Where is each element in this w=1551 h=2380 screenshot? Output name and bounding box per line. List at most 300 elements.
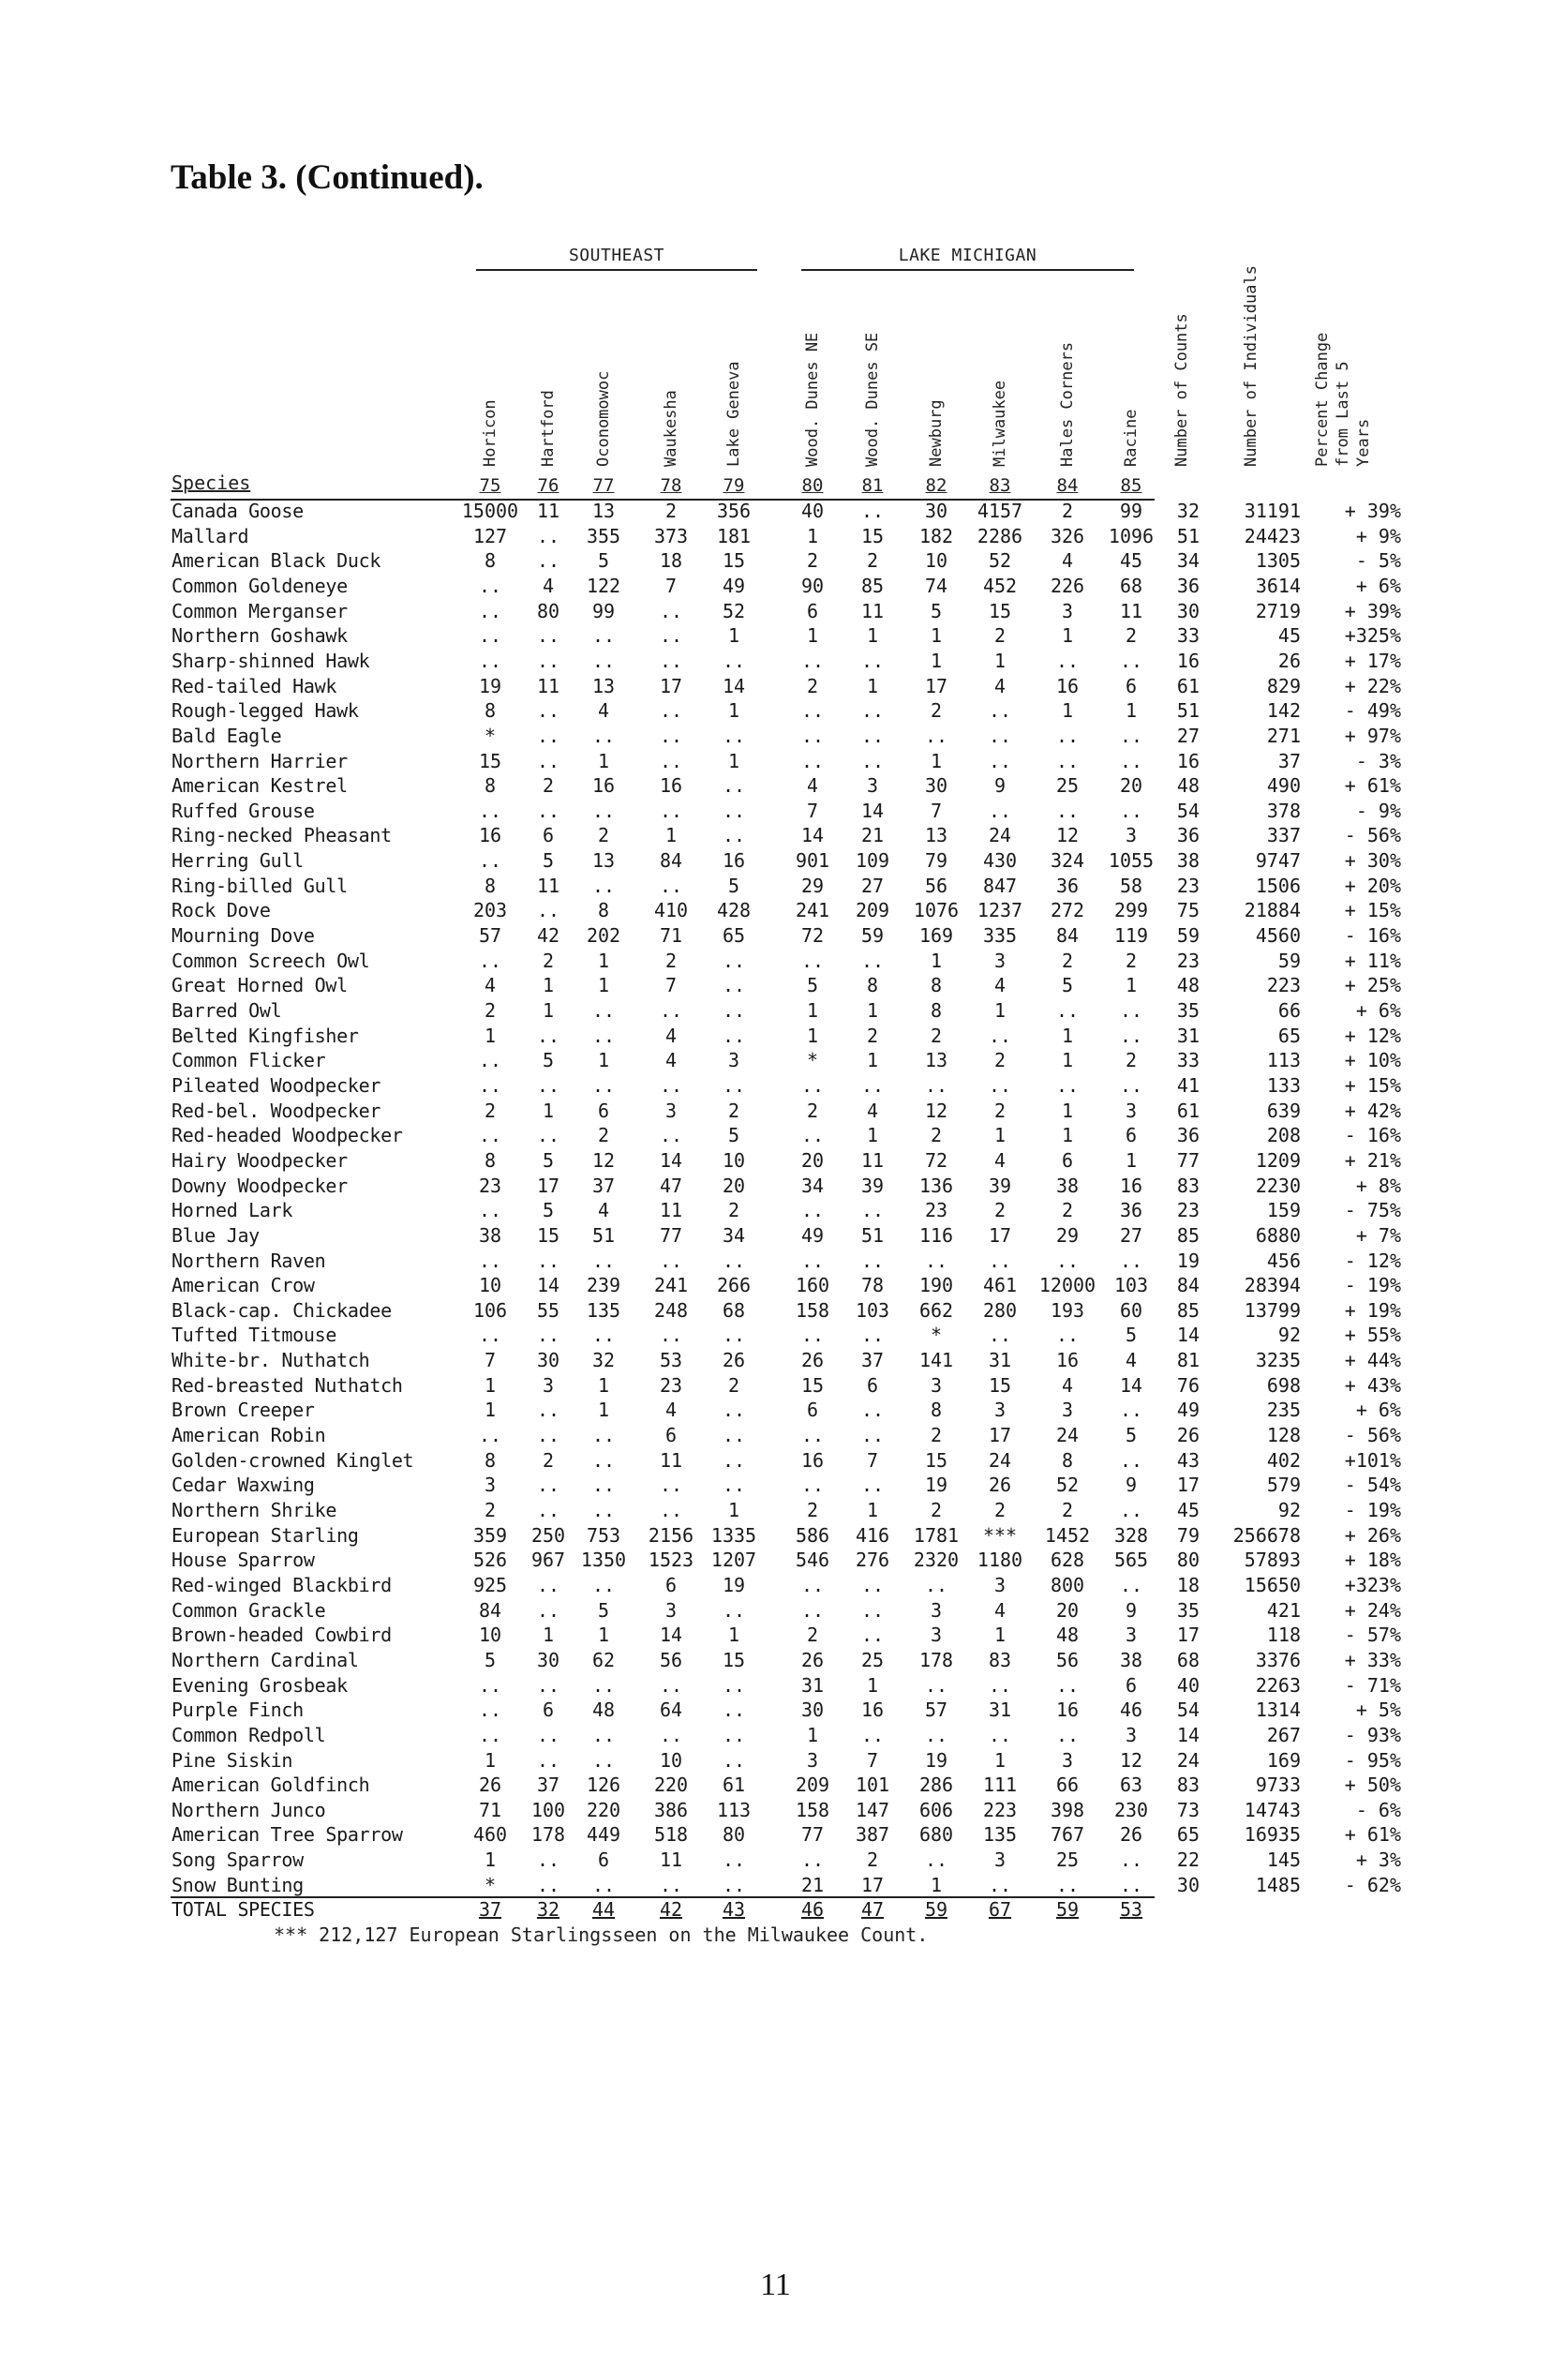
number-of-counts: 79 [1176, 1523, 1200, 1547]
station-count: .. [1119, 1573, 1143, 1596]
station-count: 160 [795, 1274, 830, 1297]
species-name: Common Flicker [172, 1049, 326, 1072]
station-count: 23 [924, 1199, 948, 1222]
station-count: 116 [918, 1223, 954, 1247]
station-count: 30 [800, 1699, 825, 1722]
station-count: 223 [982, 1798, 1018, 1821]
station-count: 2 [542, 774, 555, 798]
station-count: 84 [659, 849, 683, 873]
station-count: 4 [993, 674, 1007, 697]
station-header-racine: Racine [1122, 409, 1141, 467]
station-count: 182 [918, 524, 954, 547]
station-header-hales-corners: Hales Corners [1058, 341, 1077, 467]
station-count: 3 [664, 1099, 678, 1122]
station-count: .. [860, 724, 885, 747]
station-count: 1 [597, 1049, 610, 1072]
station-count: .. [988, 1073, 1012, 1097]
percent-change: + 39% [1344, 599, 1401, 622]
station-count: 15 [478, 749, 502, 772]
station-count: 27 [1119, 1223, 1143, 1247]
total-species-count: 47 [860, 1898, 885, 1922]
station-count: .. [536, 1748, 560, 1772]
station-count: .. [860, 1249, 885, 1272]
species-name: Mallard [172, 524, 249, 547]
species-name: Rock Dove [172, 899, 271, 922]
station-count: .. [1055, 799, 1080, 822]
number-of-counts: 48 [1176, 974, 1200, 997]
station-count: .. [860, 649, 885, 672]
station-count: 7 [866, 1448, 879, 1472]
station-count: .. [860, 1624, 885, 1647]
station-count: 248 [653, 1298, 689, 1322]
station-count: 16 [800, 1448, 825, 1472]
station-count: 3 [993, 1849, 1007, 1872]
number-of-individuals: 16935 [1244, 1823, 1301, 1847]
station-count: 2 [597, 824, 610, 847]
table-row [0, 674, 1551, 699]
station-count: .. [1119, 649, 1143, 672]
station-count: 1 [866, 1049, 879, 1072]
station-count: 1 [806, 999, 819, 1022]
station-count: 84 [1055, 924, 1080, 948]
station-count: .. [988, 1249, 1012, 1272]
station-count: .. [988, 749, 1012, 772]
station-count: 19 [924, 1748, 948, 1772]
station-count: .. [591, 624, 616, 648]
percent-change: + 24% [1344, 1598, 1401, 1622]
station-count: 565 [1113, 1549, 1149, 1572]
station-count: .. [478, 574, 502, 597]
station-count: 38 [1119, 1648, 1143, 1671]
number-of-individuals: 57893 [1244, 1549, 1301, 1572]
species-name: Barred Owl [172, 999, 282, 1022]
table-row [0, 823, 1551, 848]
station-count: 16 [591, 774, 616, 798]
station-count: .. [800, 1249, 825, 1272]
station-count: .. [722, 774, 746, 798]
station-count: 3 [806, 1748, 819, 1772]
number-of-counts: 75 [1176, 899, 1200, 922]
percent-change: + 9% [1355, 524, 1401, 547]
station-count: 14 [722, 674, 746, 697]
station-count: 85 [860, 574, 885, 597]
percent-change: - 3% [1355, 749, 1401, 772]
station-count: 106 [472, 1298, 508, 1322]
number-of-counts: 81 [1176, 1349, 1200, 1372]
station-count: 17 [988, 1223, 1012, 1247]
station-count: 410 [653, 899, 689, 922]
station-count: 3 [727, 1049, 740, 1072]
station-count: 11 [659, 1199, 683, 1222]
station-count: 77 [800, 1823, 825, 1847]
percent-change: + 30% [1344, 849, 1401, 873]
percent-change: - 56% [1344, 1424, 1401, 1447]
station-count: 8 [597, 899, 610, 922]
percent-change: - 56% [1344, 824, 1401, 847]
station-count: .. [659, 699, 683, 723]
number-of-individuals: 1485 [1255, 1873, 1301, 1896]
station-count: 16 [1055, 1699, 1080, 1722]
station-count: .. [722, 1598, 746, 1622]
station-count: 209 [855, 899, 890, 922]
number-of-counts: 35 [1176, 1598, 1200, 1622]
station-count: 1 [993, 1124, 1007, 1147]
station-count: .. [988, 1324, 1012, 1347]
species-name: American Tree Sparrow [172, 1823, 403, 1847]
station-count: 136 [918, 1174, 954, 1197]
station-count: 100 [530, 1798, 566, 1821]
percent-change: + 43% [1344, 1373, 1401, 1397]
number-of-individuals: 92 [1277, 1499, 1301, 1521]
station-count: .. [800, 1199, 825, 1222]
percent-change: - 19% [1344, 1274, 1401, 1297]
station-count: 4 [866, 1099, 879, 1122]
station-count: .. [988, 799, 1012, 822]
station-count: 2 [930, 1124, 943, 1147]
station-count: 2 [1125, 1049, 1138, 1072]
station-count: .. [536, 799, 560, 822]
percent-change: + 3% [1355, 1849, 1401, 1872]
number-of-counts: 32 [1176, 500, 1200, 522]
table-row [0, 848, 1551, 874]
number-of-individuals: 59 [1277, 949, 1301, 972]
summary-header-number-of-individuals: Number of Individuals [1242, 265, 1260, 467]
station-count: .. [722, 1073, 746, 1097]
percent-change: + 19% [1344, 1298, 1401, 1322]
number-of-individuals: 4560 [1255, 924, 1301, 948]
station-count: 6 [597, 1099, 610, 1122]
station-count: 1180 [977, 1549, 1023, 1572]
station-count: 3 [664, 1598, 678, 1622]
table-row [0, 1348, 1551, 1373]
station-count: 14 [659, 1624, 683, 1647]
number-of-counts: 73 [1176, 1798, 1200, 1821]
station-count: 967 [530, 1549, 566, 1572]
station-count: .. [591, 1249, 616, 1272]
station-count: 11 [536, 500, 560, 522]
station-count: .. [722, 799, 746, 822]
number-of-individuals: 92 [1277, 1324, 1301, 1347]
station-count: 1 [866, 674, 879, 697]
station-count: .. [591, 1873, 616, 1896]
station-count: 25 [1055, 774, 1080, 798]
number-of-individuals: 337 [1266, 824, 1301, 847]
station-count: 230 [1113, 1798, 1149, 1821]
species-name: Red-headed Woodpecker [172, 1124, 403, 1147]
percent-change: - 62% [1344, 1873, 1401, 1896]
station-count: 16 [1055, 674, 1080, 697]
percent-change: - 19% [1344, 1499, 1401, 1521]
number-of-individuals: 13799 [1244, 1298, 1301, 1322]
station-count: 5 [542, 1148, 555, 1172]
number-of-individuals: 1209 [1255, 1148, 1301, 1172]
station-count: .. [536, 1499, 560, 1521]
station-count: .. [536, 1723, 560, 1746]
station-count: 3 [993, 1573, 1007, 1596]
species-name: Northern Harrier [172, 749, 348, 772]
station-count: .. [536, 724, 560, 747]
station-count: 1 [806, 1024, 819, 1047]
table-row [0, 1473, 1551, 1498]
station-count: .. [659, 1673, 683, 1697]
station-count: 52 [1055, 1474, 1080, 1497]
percent-change: - 93% [1344, 1723, 1401, 1746]
station-count: 2 [1125, 949, 1138, 972]
station-count: 4 [542, 574, 555, 597]
station-count: 628 [1050, 1549, 1085, 1572]
number-of-individuals: 579 [1266, 1474, 1301, 1497]
number-of-individuals: 2230 [1255, 1174, 1301, 1197]
station-count: 26 [800, 1648, 825, 1671]
station-count: 12 [1055, 824, 1080, 847]
table-row [0, 1148, 1551, 1174]
station-count: .. [659, 799, 683, 822]
number-of-individuals: 66 [1277, 999, 1301, 1022]
species-name: Blue Jay [172, 1223, 260, 1247]
station-count: 326 [1050, 524, 1085, 547]
number-of-individuals: 21884 [1244, 899, 1301, 922]
station-count: 2 [806, 674, 819, 697]
station-count: 8 [484, 1148, 497, 1172]
station-count: 461 [982, 1274, 1018, 1297]
station-count: 767 [1050, 1823, 1085, 1847]
table-row [0, 1498, 1551, 1523]
station-count: 90 [800, 574, 825, 597]
station-count: .. [988, 699, 1012, 723]
number-of-counts: 30 [1176, 599, 1200, 622]
station-count: 1096 [1108, 524, 1155, 547]
species-name: Red-bel. Woodpecker [172, 1099, 381, 1122]
station-count: 3 [1061, 599, 1074, 622]
station-count: 15 [722, 549, 746, 573]
station-count: 25 [1055, 1849, 1080, 1872]
station-count: .. [591, 1324, 616, 1347]
table-row [0, 1048, 1551, 1073]
station-count: .. [1055, 724, 1080, 747]
station-count: 8 [866, 974, 879, 997]
table-row [0, 1822, 1551, 1848]
station-count: 34 [722, 1223, 746, 1247]
page-number: 11 [760, 2268, 791, 2302]
station-count: .. [591, 1474, 616, 1497]
station-count: 14 [659, 1148, 683, 1172]
station-count: 20 [1055, 1598, 1080, 1622]
station-count: 12 [591, 1148, 616, 1172]
station-count: 7 [664, 574, 678, 597]
station-count: 5 [1125, 1324, 1138, 1347]
station-count: 3 [484, 1474, 497, 1497]
number-of-counts: 14 [1176, 1723, 1200, 1746]
station-count: 4 [664, 1049, 678, 1072]
percent-change: - 9% [1355, 799, 1401, 822]
station-count: 4 [484, 974, 497, 997]
station-count: .. [536, 749, 560, 772]
station-count: 1 [866, 1673, 879, 1697]
number-of-counts: 24 [1176, 1748, 1200, 1772]
number-of-counts: 61 [1176, 674, 1200, 697]
number-of-counts: 18 [1176, 1573, 1200, 1596]
station-count: 6 [806, 1399, 819, 1422]
station-count: * [930, 1324, 943, 1347]
station-count: 2 [1061, 1199, 1074, 1222]
station-count: 5 [1125, 1424, 1138, 1447]
station-count: 4 [664, 1399, 678, 1422]
station-count: 1076 [913, 899, 960, 922]
station-count: 45 [1119, 549, 1143, 573]
station-count: .. [988, 1873, 1012, 1896]
station-count: .. [478, 1073, 502, 1097]
number-of-individuals: 118 [1266, 1624, 1301, 1647]
station-count: .. [478, 1723, 502, 1746]
station-count: .. [591, 799, 616, 822]
station-count: 1 [597, 949, 610, 972]
species-name: Golden-crowned Kinglet [172, 1448, 414, 1472]
station-count: 2 [806, 1099, 819, 1122]
number-of-counts: 41 [1176, 1073, 1200, 1097]
station-count: 15 [722, 1648, 746, 1671]
number-of-counts: 45 [1176, 1499, 1200, 1521]
station-count: .. [988, 1673, 1012, 1697]
station-count: 2 [484, 999, 497, 1022]
station-count: .. [536, 1399, 560, 1422]
percent-change: - 71% [1344, 1673, 1401, 1697]
table-row [0, 1174, 1551, 1199]
station-count: .. [478, 949, 502, 972]
station-count: 56 [1055, 1648, 1080, 1671]
percent-change: + 10% [1344, 1049, 1401, 1072]
station-count: 8 [484, 774, 497, 798]
number-of-counts: 38 [1176, 849, 1200, 873]
station-count: 2 [484, 1499, 497, 1521]
station-count: 5 [727, 874, 740, 897]
number-of-individuals: 113 [1266, 1049, 1301, 1072]
number-of-counts: 16 [1176, 749, 1200, 772]
station-count: .. [722, 974, 746, 997]
station-number: 78 [660, 475, 682, 496]
station-count: 241 [795, 899, 830, 922]
station-count: .. [1119, 749, 1143, 772]
station-count: .. [659, 1249, 683, 1272]
station-count: 1 [597, 1373, 610, 1397]
station-header-lake-geneva: Lake Geneva [724, 361, 743, 467]
station-count: 135 [982, 1823, 1018, 1847]
station-count: .. [1055, 1673, 1080, 1697]
station-count: 25 [860, 1648, 885, 1671]
station-count: 2 [993, 1049, 1007, 1072]
station-count: 37 [860, 1349, 885, 1372]
station-count: 4 [993, 1598, 1007, 1622]
station-count: 48 [591, 1699, 616, 1722]
station-count: 31 [988, 1699, 1012, 1722]
station-count: 3 [1061, 1399, 1074, 1422]
station-count: 1 [542, 999, 555, 1022]
station-count: 1523 [648, 1549, 694, 1572]
station-number: 79 [723, 475, 745, 496]
station-count: 800 [1050, 1573, 1085, 1596]
species-name: Evening Grosbeak [172, 1673, 348, 1697]
station-count: .. [800, 1324, 825, 1347]
station-count: 526 [472, 1549, 508, 1572]
station-count: .. [478, 624, 502, 648]
number-of-counts: 26 [1176, 1424, 1200, 1447]
station-count: 3 [542, 1373, 555, 1397]
station-count: 6 [597, 1849, 610, 1872]
station-count: 5 [597, 549, 610, 573]
station-count: .. [536, 1673, 560, 1697]
station-count: 901 [795, 849, 830, 873]
station-count: .. [659, 599, 683, 622]
station-count: .. [591, 874, 616, 897]
total-species-count: 32 [536, 1898, 560, 1922]
station-count: 1 [993, 1624, 1007, 1647]
station-count: 62 [591, 1648, 616, 1671]
station-count: 8 [484, 699, 497, 723]
station-count: 680 [918, 1823, 954, 1847]
percent-change: +101% [1344, 1448, 1401, 1472]
station-count: .. [722, 1849, 746, 1872]
species-name: Ring-necked Pheasant [172, 824, 392, 847]
station-count: 1 [930, 949, 943, 972]
station-count: 1237 [977, 899, 1023, 922]
station-count: .. [478, 1124, 502, 1147]
station-count: .. [988, 724, 1012, 747]
station-count: 16 [659, 774, 683, 798]
number-of-counts: 80 [1176, 1549, 1200, 1572]
station-count: 109 [855, 849, 890, 873]
species-name: American Goldfinch [172, 1774, 370, 1797]
station-count: 20 [800, 1148, 825, 1172]
station-count: 17 [924, 674, 948, 697]
station-count: 1 [542, 1624, 555, 1647]
station-count: 220 [586, 1798, 621, 1821]
total-species-count: 59 [924, 1898, 948, 1922]
table-row [0, 1873, 1551, 1898]
station-count: 12000 [1038, 1274, 1096, 1297]
species-name: American Black Duck [172, 549, 381, 573]
station-count: 226 [1050, 574, 1085, 597]
number-of-individuals: 378 [1266, 799, 1301, 822]
number-of-counts: 19 [1176, 1249, 1200, 1272]
station-count: 26 [988, 1474, 1012, 1497]
station-count: 56 [924, 874, 948, 897]
station-count: 586 [795, 1523, 830, 1547]
number-of-individuals: 208 [1266, 1124, 1301, 1147]
number-of-counts: 48 [1176, 774, 1200, 798]
station-count: 58 [1119, 874, 1143, 897]
station-count: 101 [855, 1774, 890, 1797]
station-count: .. [800, 724, 825, 747]
station-count: 2 [866, 1849, 879, 1872]
station-count: 68 [1119, 574, 1143, 597]
percent-change: - 75% [1344, 1199, 1401, 1222]
station-count: 1 [597, 1399, 610, 1422]
station-count: 4 [1061, 549, 1074, 573]
number-of-individuals: 698 [1266, 1373, 1301, 1397]
species-name: Common Goldeneye [172, 574, 348, 597]
station-header-newburg: Newburg [927, 399, 946, 467]
station-count: 77 [659, 1223, 683, 1247]
total-species-count: 67 [988, 1898, 1012, 1922]
station-count: 16 [1055, 1349, 1080, 1372]
number-of-counts: 17 [1176, 1474, 1200, 1497]
station-count: 4 [1061, 1373, 1074, 1397]
station-count: 80 [536, 599, 560, 622]
station-count: .. [1119, 1249, 1143, 1272]
station-count: .. [722, 1448, 746, 1472]
station-count: 1 [866, 1124, 879, 1147]
station-count: 452 [982, 574, 1018, 597]
percent-change: + 33% [1344, 1648, 1401, 1671]
